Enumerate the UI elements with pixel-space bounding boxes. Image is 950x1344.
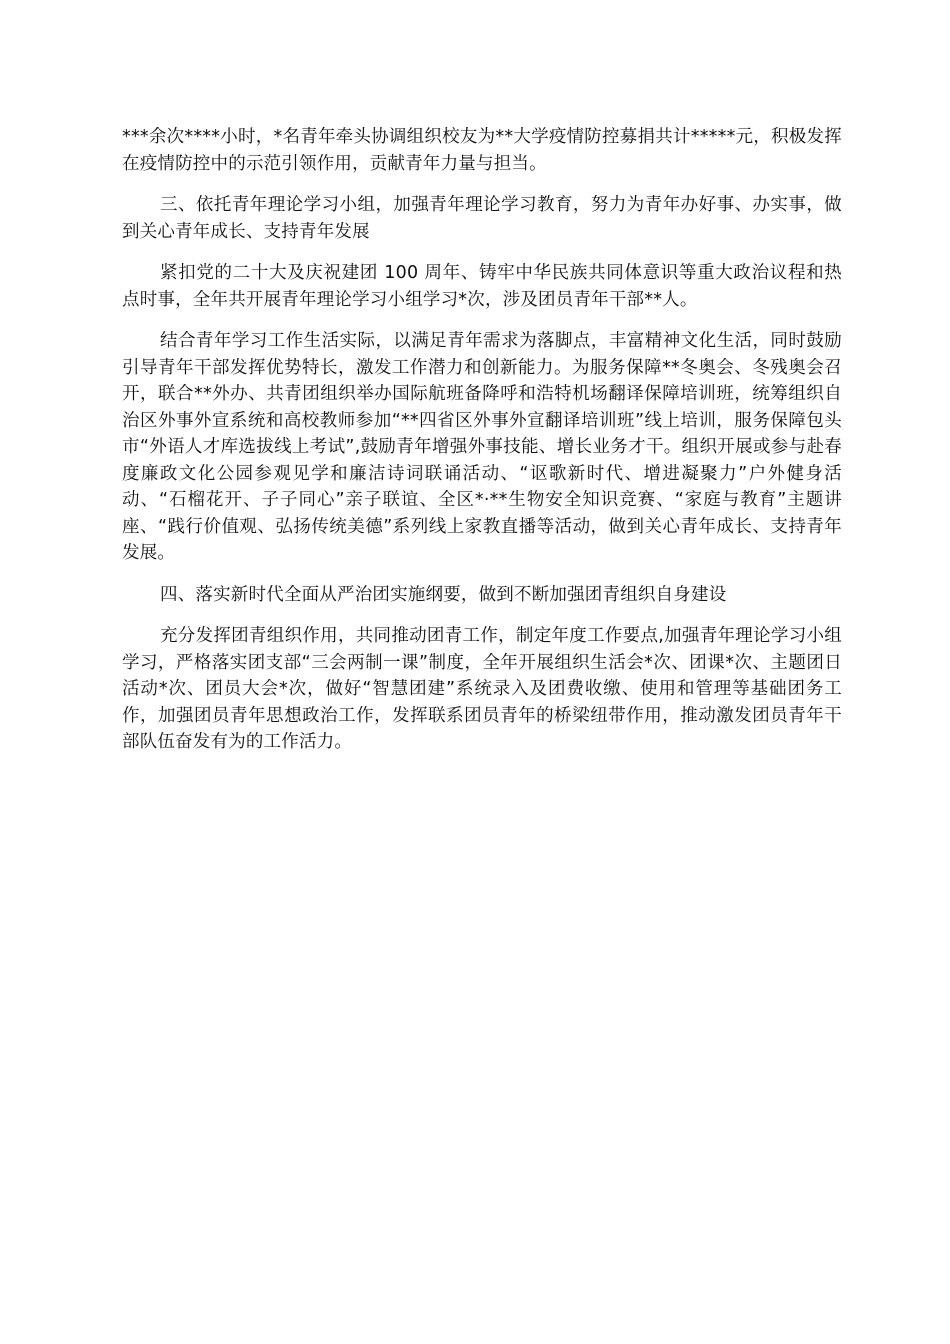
paragraph-activities: 结合青年学习工作生活实际，以满足青年需求为落脚点，丰富精神文化生活，同时鼓励引导青年干部发挥优势特长，激发工作潜力和创新能力。为服务保障**冬奥会、冬残奥会召开，联合**外办、共青团组织举办国际航班备降呼和浩特机场翻译保障培训班，统筹组织自治区外事外宣系统和高校教师参加“**四省区外事外宣翻译培训班”线上培训，服务保障包头市“外语人才库选拔线上考试”,鼓励青年增强外事技能、增长业务才干。组织开展或参与赴春度廉政文化公园参观见学和廉洁诗词联诵活动、“讴歌新时代、增进凝聚力”户外健身活动、“石榴花开、子子同心”亲子联谊、全区*·**生物安全知识竞赛、“家庭与教育”主题讲座、“践行价值观、弘扬传统美德”系列线上家教直播等活动，做到关心青年成长、支持青年发展。 xyxy=(122,331,842,563)
paragraph-organization: 充分发挥团青组织作用，共同推动团青工作，制定年度工作要点,加强青年理论学习小组学习，严格落实团支部“三会两制一课”制度，全年开展组织生活会*次、团课*次、主题团日活动*次、团员大会*次，做好“智慧团建”系统录入及团费收缴、使用和管理等基础团务工作，加强团员青年思想政治工作，发挥联系团员青年的桥梁纽带作用，推动激发团员青年干部队伍奋发有为的工作活力。 xyxy=(122,626,842,752)
paragraph-continuation: ***余次****小时，*名青年牵头协调组织校友为**大学疫情防控募捐共计*****元，积极发挥在疫情防控中的示范引领作用，贡献青年力量与担当。 xyxy=(122,127,842,174)
document-body xyxy=(122,124,842,771)
paragraph-study-sessions: 紧扣党的二十大及庆祝建团 100 周年、铸牢中华民族共同体意识等重大政治议程和热点时事，全年共开展青年理论学习小组学习*次，涉及团员青年干部**人。 xyxy=(122,263,842,310)
section-heading-4: 四、落实新时代全面从严治团实施纲要，做到不断加强团青组织自身建设 xyxy=(160,584,727,605)
section-heading-3: 三、依托青年理论学习小组，加强青年理论学习教育，努力为青年办好事、办实事，做到关心青年成长、支持青年发展 xyxy=(122,195,842,242)
